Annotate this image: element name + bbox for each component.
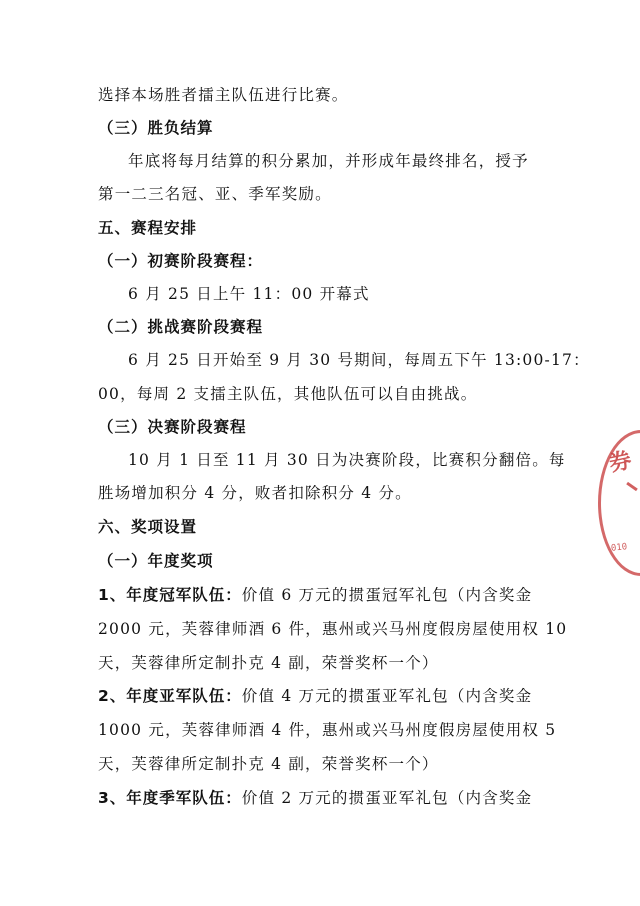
text-line: 年底将每月结算的积分累加，并形成年最终排名，授予 [128, 152, 529, 170]
text-line: 胜场增加积分 4 分，败者扣除积分 4 分。 [98, 484, 412, 502]
section-heading: 六、奖项设置 [98, 518, 198, 536]
award-text: 价值 6 万元的掼蛋冠军礼包（内含奖金 [241, 586, 533, 604]
award-text: 价值 4 万元的掼蛋亚军礼包（内含奖金 [241, 687, 533, 705]
text-line: 6 月 25 日开始至 9 月 30 号期间，每周五下午 13:00-17： [128, 351, 590, 369]
text-line: 选择本场胜者擂主队伍进行比赛。 [98, 86, 349, 104]
seal-stamp-number: 010 [610, 542, 628, 554]
award-first-line [98, 585, 532, 605]
section-heading: （二）挑战赛阶段赛程 [98, 318, 264, 336]
section-heading: （三）决赛阶段赛程 [98, 418, 247, 436]
award-first-line [98, 686, 532, 706]
award-text: 天，芙蓉律所定制扑克 4 副，荣誉奖杯一个） [98, 755, 439, 773]
section-heading: 五、赛程安排 [98, 219, 198, 237]
award-label: 1、年度冠军队伍： [98, 586, 242, 604]
section-heading: （一）年度奖项 [98, 552, 214, 570]
section-heading: （三）胜负结算 [98, 119, 214, 137]
award-label: 2、年度亚军队伍： [98, 687, 242, 705]
award-text: 天，芙蓉律所定制扑克 4 副，荣誉奖杯一个） [98, 654, 439, 672]
text-line: 第一二三名冠、亚、季军奖励。 [98, 185, 332, 203]
award-text: 1000 元，芙蓉律师酒 4 件，惠州或兴马州度假房屋使用权 5 [98, 721, 557, 739]
section-heading: （一）初赛阶段赛程： [98, 252, 264, 270]
text-line: 10 月 1 日至 11 月 30 日为决赛阶段，比赛积分翻倍。每 [128, 451, 566, 469]
text-line: 6 月 25 日上午 11：00 开幕式 [128, 285, 370, 303]
award-text: 2000 元，芙蓉律师酒 6 件，惠州或兴马州度假房屋使用权 10 [98, 620, 568, 638]
award-first-line [98, 788, 532, 808]
text-line: 00，每周 2 支擂主队伍，其他队伍可以自由挑战。 [98, 385, 478, 403]
award-text: 价值 2 万元的掼蛋亚军礼包（内含奖金 [241, 789, 533, 807]
seal-stamp-text: 券 [607, 447, 634, 477]
award-label: 3、年度季军队伍： [98, 789, 242, 807]
